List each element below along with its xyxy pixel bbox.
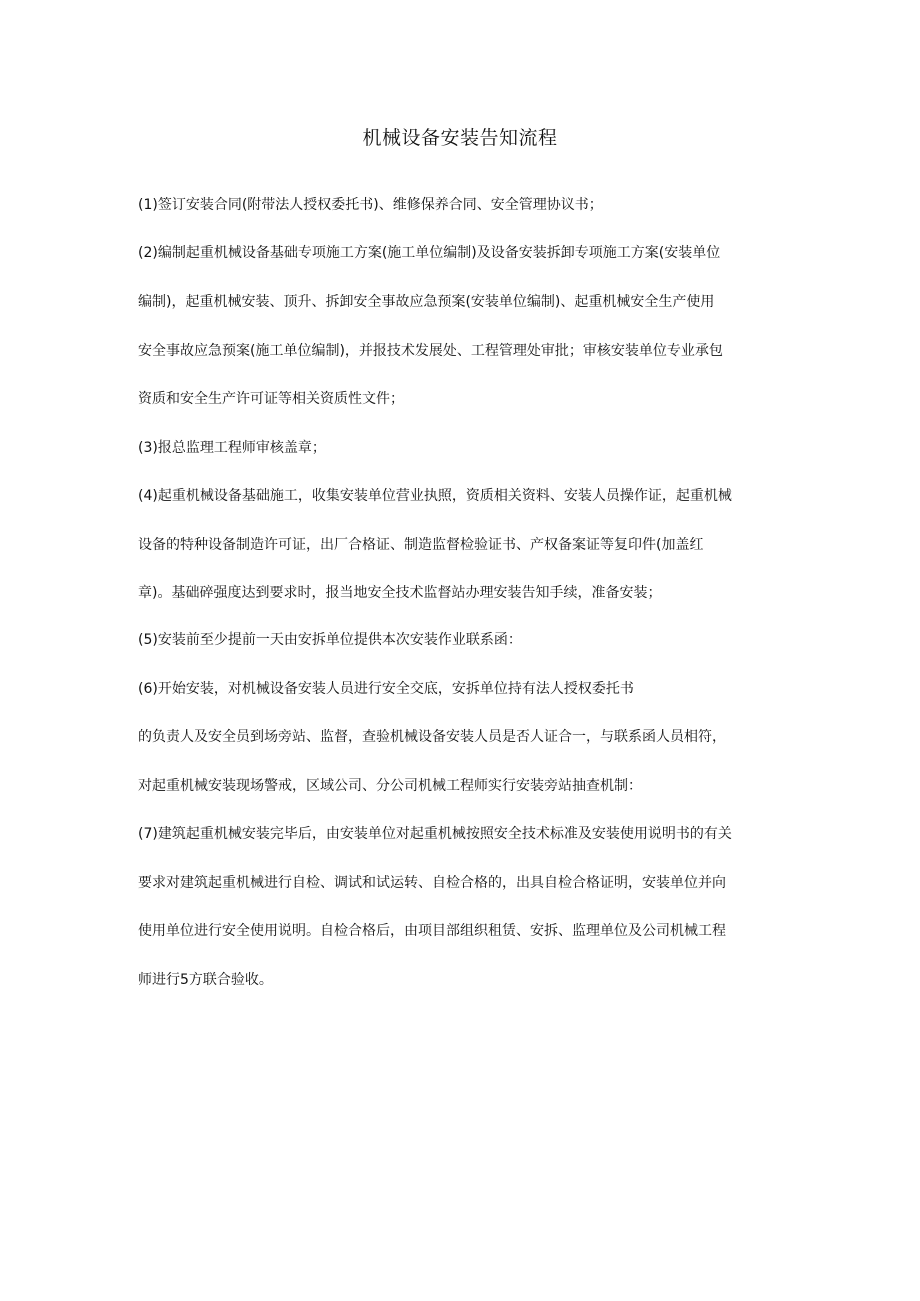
text-line: (5)安装前至少提前一天由安拆单位提供本次安装作业联系函：: [138, 632, 522, 648]
text-line: 师进行5方联合验收。: [138, 972, 273, 988]
text-line: 的负责人及安全员到场旁站、监督，查验机械设备安装人员是否人证合一，与联系函人员相符，: [138, 729, 726, 745]
text-line: 章)。基础碎强度达到要求时，报当地安全技术监督站办理安装告知手续，准备安装；: [138, 585, 662, 601]
text-line: 使用单位进行安全使用说明。自检合格后，由项目部组织租赁、安拆、监理单位及公司机械工程: [138, 923, 726, 939]
text-line: (7)建筑起重机械安装完毕后，由安装单位对起重机械按照安全技术标准及安装使用说明书的有关: [138, 826, 732, 842]
document-title: 机械设备安装告知流程: [362, 127, 558, 149]
text-line: 对起重机械安装现场警戒，区域公司、分公司机械工程师实行安装旁站抽查机制：: [138, 778, 642, 794]
text-line: (3)报总监理工程师审核盖章；: [138, 440, 326, 456]
text-line: 安全事故应急预案(施工单位编制)，并报技术发展处、工程管理处审批；审核安装单位专业承包: [138, 343, 723, 359]
text-line: 要求对建筑起重机械进行自检、调试和试运转、自检合格的，出具自检合格证明，安装单位并向: [138, 875, 726, 891]
text-line: (6)开始安装，对机械设备安装人员进行安全交底，安拆单位持有法人授权委托书: [138, 681, 634, 697]
text-line: (1)签订安装合同(附带法人授权委托书)、维修保养合同、安全管理协议书；: [138, 197, 603, 213]
text-line: 编制)，起重机械安装、顶升、拆卸安全事故应急预案(安装单位编制)、起重机械安全生产使用: [138, 294, 715, 310]
text-line: 资质和安全生产许可证等相关资质性文件；: [138, 391, 404, 407]
text-line: 设备的特种设备制造许可证，出厂合格证、制造监督检验证书、产权备案证等复印件(加盖红: [138, 537, 704, 553]
text-line: (2)编制起重机械设备基础专项施工方案(施工单位编制)及设备安装拆卸专项施工方案(安装单位: [138, 245, 721, 261]
text-line: (4)起重机械设备基础施工，收集安装单位营业执照，资质相关资料、安装人员操作证，起重机械: [138, 488, 732, 504]
